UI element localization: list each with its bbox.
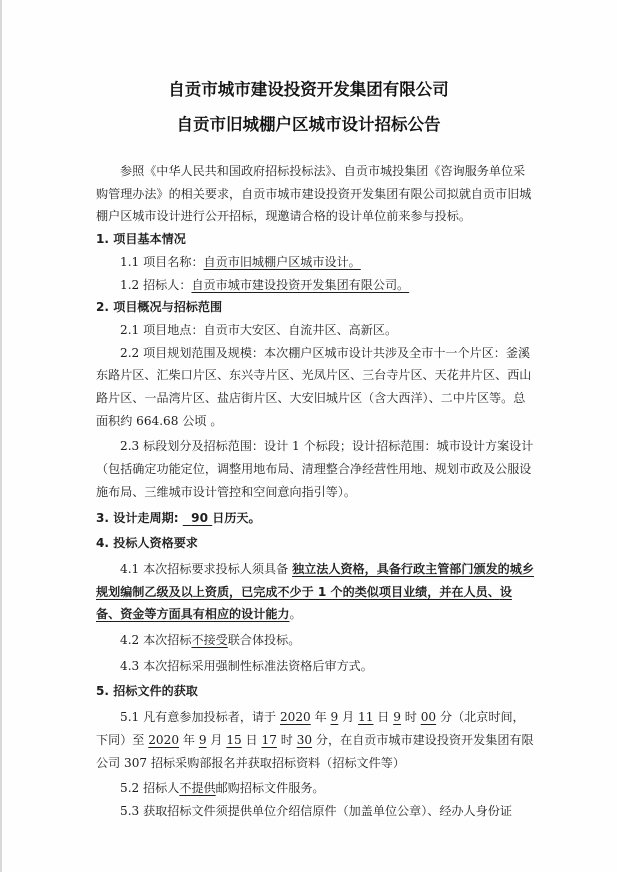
item-4-3: 4.3 本次招标采用强制性标准法资格后审方式。	[120, 658, 373, 673]
item-5-3: 5.3 获取招标文件须提供单位介绍信原件（加盖单位公章）、经办人身份证	[120, 803, 512, 818]
item-4-2	[96, 629, 536, 652]
item-5-2-not-provided: 不提供	[179, 781, 216, 796]
item-5-2: 5.2 招标人不提供邮购招标文件服务。	[120, 781, 325, 796]
section-4-heading: 4. 投标人资格要求	[96, 536, 198, 551]
end-minute: 30	[296, 732, 313, 747]
item-1-1-label: 1.1 项目名称：	[120, 254, 204, 269]
start-year: 2020	[279, 710, 311, 725]
design-period-days: 90	[191, 510, 209, 525]
item-1-1	[96, 251, 536, 274]
section-5-heading: 5. 招标文件的获取	[96, 684, 198, 699]
document-title-org: 自贡市城市建设投资开发集团有限公司	[168, 80, 449, 99]
project-name: 自贡市旧城棚户区城市设计。	[203, 254, 361, 269]
item-2-1: 2.1 项目地点：自贡市大安区、自流井区、高新区。	[120, 322, 398, 337]
start-month: 9	[330, 710, 339, 725]
qualification-part-2: 城乡规划编制乙级及以上资质，已完成不少于 1 个的类似项目业绩，并在人员、	[96, 561, 534, 599]
section-1-heading: 1. 项目基本情况	[96, 232, 186, 247]
section-3-design-period	[96, 507, 536, 530]
design-period-suffix: 日历天。	[212, 510, 261, 525]
tenderer-name: 自贡市城市建设投资开发集团有限公司。	[191, 277, 410, 292]
item-2-2: 2.2 项目规划范围及规模：本次棚户区城市设计共涉及全市十一个片区：釜溪东路片区、汇柴口片区、东兴寺片区、光凤片区、三台寺片区、天花井片区、西山路片区、一品湾片区、盐店街片区、大安旧城片区（含大西洋）、二中片区等。总面积约 664.68 公顷 。	[96, 345, 532, 428]
start-day: 11	[358, 710, 374, 725]
start-minute: 00	[420, 710, 437, 725]
design-period-label: 3. 设计走周期:	[96, 510, 179, 525]
item-5-1: 5.1 凡有意参加投标者，请于 2020 年 9 月 11 日 9 时 00 分（北京时间，下同）至 2020 年 9 月 15 日 17 时 30 分，在自贡市城市建设投资开发集团有限公司 307 招标采购部报名并获取招标资料（招标文件等）	[96, 710, 534, 770]
item-2-3: 2.3 标段划分及招标范围：设计 1 个标段；设计招标范围：城市设计方案设计（包括确定功能定位，调整用地布局、清理整合净经营性用地、规划市政及公服设施布局、三维城市设计管控和空间意向指引等）。	[96, 439, 534, 499]
section-2-heading: 2. 项目概况与招标范围	[96, 300, 223, 315]
item-4-1-prefix: 4.1 本次招标要求投标人须具备	[120, 561, 293, 576]
item-4-2-prefix: 4.2 本次招标	[120, 633, 192, 648]
item-1-2-label: 1.2 招标人：	[120, 277, 192, 292]
item-4-2-not-accepted: 不接受	[191, 633, 228, 648]
end-hour: 17	[261, 732, 277, 747]
item-4-2-suffix: 联合体投标。	[227, 633, 301, 648]
qualification-part-1: 独立法人资格，具备行政主管部门颁发的	[292, 561, 510, 576]
end-day: 15	[226, 732, 242, 747]
end-month: 9	[198, 732, 207, 747]
qualification-part-3: 设备、资金等方面具有相应的设计能力	[96, 584, 512, 622]
item-4-1-end: 。	[289, 607, 302, 622]
item-4-1	[96, 558, 536, 626]
start-hour: 9	[393, 710, 401, 725]
intro-paragraph: 参照《中华人民共和国政府招标投标法》、自贡市城投集团《咨询服务单位采购管理办法》的相关要求，自贡市城市建设投资开发集团有限公司拟就自贡市旧城棚户区城市设计进行公开招标，现邀请合格的设计单位前来参与投标。	[96, 164, 532, 224]
item-1-2	[96, 274, 536, 297]
document-title-notice: 自贡市旧城棚户区城市设计招标公告	[176, 115, 441, 134]
end-year: 2020	[148, 732, 180, 747]
document-body	[96, 160, 536, 823]
